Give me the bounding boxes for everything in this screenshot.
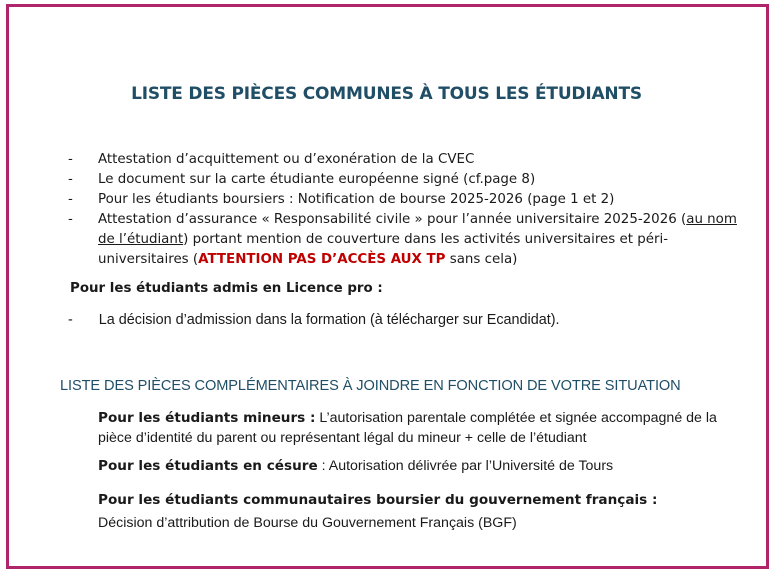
list-dash: -: [68, 152, 73, 167]
underlined-text: au nom de l’étudiant: [98, 212, 737, 247]
list-item: [68, 190, 738, 210]
list-item-text: Pour les étudiants boursiers : Notification de bourse 2025-2026 (page 1 et 2): [98, 192, 615, 207]
community-section: [98, 489, 738, 535]
list-item-text: sans cela): [445, 252, 518, 267]
alert-text: ATTENTION PAS D’ACCÈS AUX TP: [198, 252, 446, 267]
list-dash: -: [68, 172, 73, 187]
licence-pro-item: [68, 312, 560, 328]
community-label: Pour les étudiants communautaires boursier du gouvernement français: [98, 492, 648, 508]
list-item-text: Attestation d’acquittement ou d’exonération de la CVEC: [98, 152, 475, 167]
page-title: LISTE DES PIÈCES COMMUNES À TOUS LES ÉTUDIANTS: [131, 84, 642, 104]
gap-year-text: : Autorisation délivrée par l’Université de Tours: [317, 458, 614, 474]
list-item: [68, 170, 738, 190]
list-item-text: Attestation d’assurance « Responsabilité civile » pour l’année universitaire 2025-2026 (: [98, 212, 687, 227]
gap-year-label: Pour les étudiants en césure: [98, 458, 318, 474]
minors-label: Pour les étudiants mineurs :: [98, 410, 316, 426]
list-dash: -: [68, 192, 73, 207]
list-item-text: Le document sur la carte étudiante européenne signé (cf.page 8): [98, 172, 536, 187]
list-item: [68, 210, 738, 270]
minors-text: L’autorisation parentale complétée et signée accompagné de la pièce d’identité du parent ou représentant légal du mineur + celle de l’étudiant: [98, 410, 717, 446]
list-item-text: ) portant mention de couverture dans les activités universitaires et péri-universitaires (: [98, 232, 669, 267]
minors-section: [98, 408, 738, 448]
licence-pro-heading: Pour les étudiants admis en Licence pro :: [70, 281, 383, 296]
complementary-heading: LISTE DES PIÈCES COMPLÉMENTAIRES À JOINDRE EN FONCTION DE VOTRE SITUATION: [60, 378, 681, 394]
list-item-text: La décision d’admission dans la formation (à télécharger sur Ecandidat).: [98, 312, 560, 328]
community-colon: :: [647, 492, 658, 508]
list-dash: -: [68, 212, 73, 227]
list-dash: -: [68, 312, 73, 328]
gap-year-section: [98, 456, 738, 476]
community-text: Décision d’attribution de Bourse du Gouvernement Français (BGF): [98, 515, 517, 531]
list-item: [68, 150, 738, 170]
common-documents-list: [68, 150, 738, 270]
